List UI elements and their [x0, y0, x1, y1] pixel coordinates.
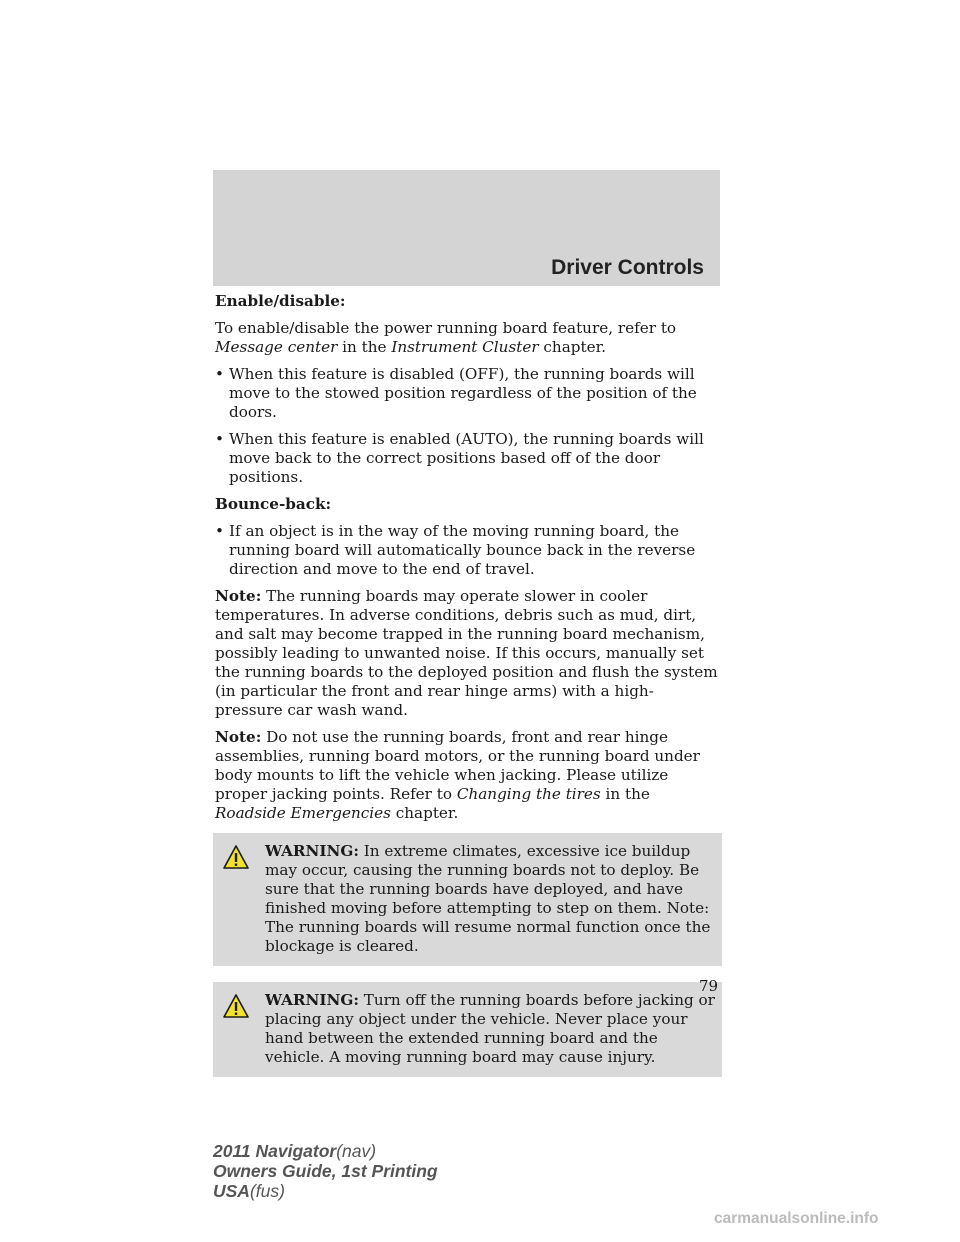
- page-content: [215, 292, 720, 1087]
- bullet-glyph: •: [215, 522, 224, 540]
- heading-bounce-back: Bounce-back:: [215, 495, 332, 513]
- heading-enable-disable: Enable/disable:: [215, 292, 346, 310]
- bullet-glyph: •: [215, 430, 224, 448]
- note-paragraph-2: Note: Do not use the running boards, front and rear hinge assemblies, running board motors, or the running board under body mounts to lift the vehicle when jacking. Please utilize proper jacking points. Refer to Changing the tires in the Roadside Emergencies chapter.: [215, 728, 700, 822]
- watermark: carmanualsonline.info: [714, 1210, 879, 1227]
- warning-text: WARNING: In extreme climates, excessive ice buildup may occur, causing the running boards not to deploy. Be sure that the running boards have deployed, and have finished moving before attempting to step on them. Note: The running boards will resume normal function once the blockage is cleared.: [265, 842, 711, 955]
- bullet-glyph: •: [215, 365, 224, 383]
- note-paragraph-1: Note: The running boards may operate slower in cooler temperatures. In adverse conditions, debris such as mud, dirt, and salt may become trapped in the running board mechanism, possibly leading to unwanted noise. If this occurs, manually set the running boards to the deployed position and flush the system (in particular the front and rear hinge arms) with a high-pressure car wash wand.: [215, 587, 718, 719]
- page-number: 79: [699, 977, 719, 995]
- footer-line-2: Owners Guide, 1st Printing: [213, 1161, 438, 1181]
- list-item: • If an object is in the way of the moving running board, the running board will automatically bounce back in the reverse direction and move to the end of travel.: [215, 522, 696, 578]
- list-item: • When this feature is disabled (OFF), the running boards will move to the stowed position regardless of the position of the doors.: [215, 365, 697, 421]
- link-roadside-emergencies: Roadside Emergencies: [215, 804, 391, 822]
- list-item: • When this feature is enabled (AUTO), the running boards will move back to the correct positions based off of the door positions.: [215, 430, 704, 486]
- link-changing-tires: Changing the tires: [456, 785, 601, 803]
- section-title: Driver Controls: [551, 256, 704, 279]
- intro-paragraph: To enable/disable the power running board feature, refer to Message center in the Instrument Cluster chapter.: [215, 319, 677, 356]
- link-instrument-cluster: Instrument Cluster: [391, 338, 539, 356]
- warning-box: [213, 833, 722, 966]
- footer-line-1: 2011 Navigator(nav): [213, 1141, 377, 1161]
- document-footer: [213, 1141, 438, 1201]
- link-message-center: Message center: [215, 338, 338, 356]
- warning-triangle-icon: [223, 845, 249, 869]
- warning-text: WARNING: Turn off the running boards before jacking or placing any object under the vehicle. Never place your hand between the extended running board and the vehicle. A moving running board may cause injury.: [265, 991, 715, 1066]
- warning-triangle-icon: [223, 994, 249, 1018]
- footer-line-3: USA(fus): [213, 1181, 285, 1201]
- section-header-band: [213, 170, 720, 286]
- warning-box: [213, 982, 722, 1077]
